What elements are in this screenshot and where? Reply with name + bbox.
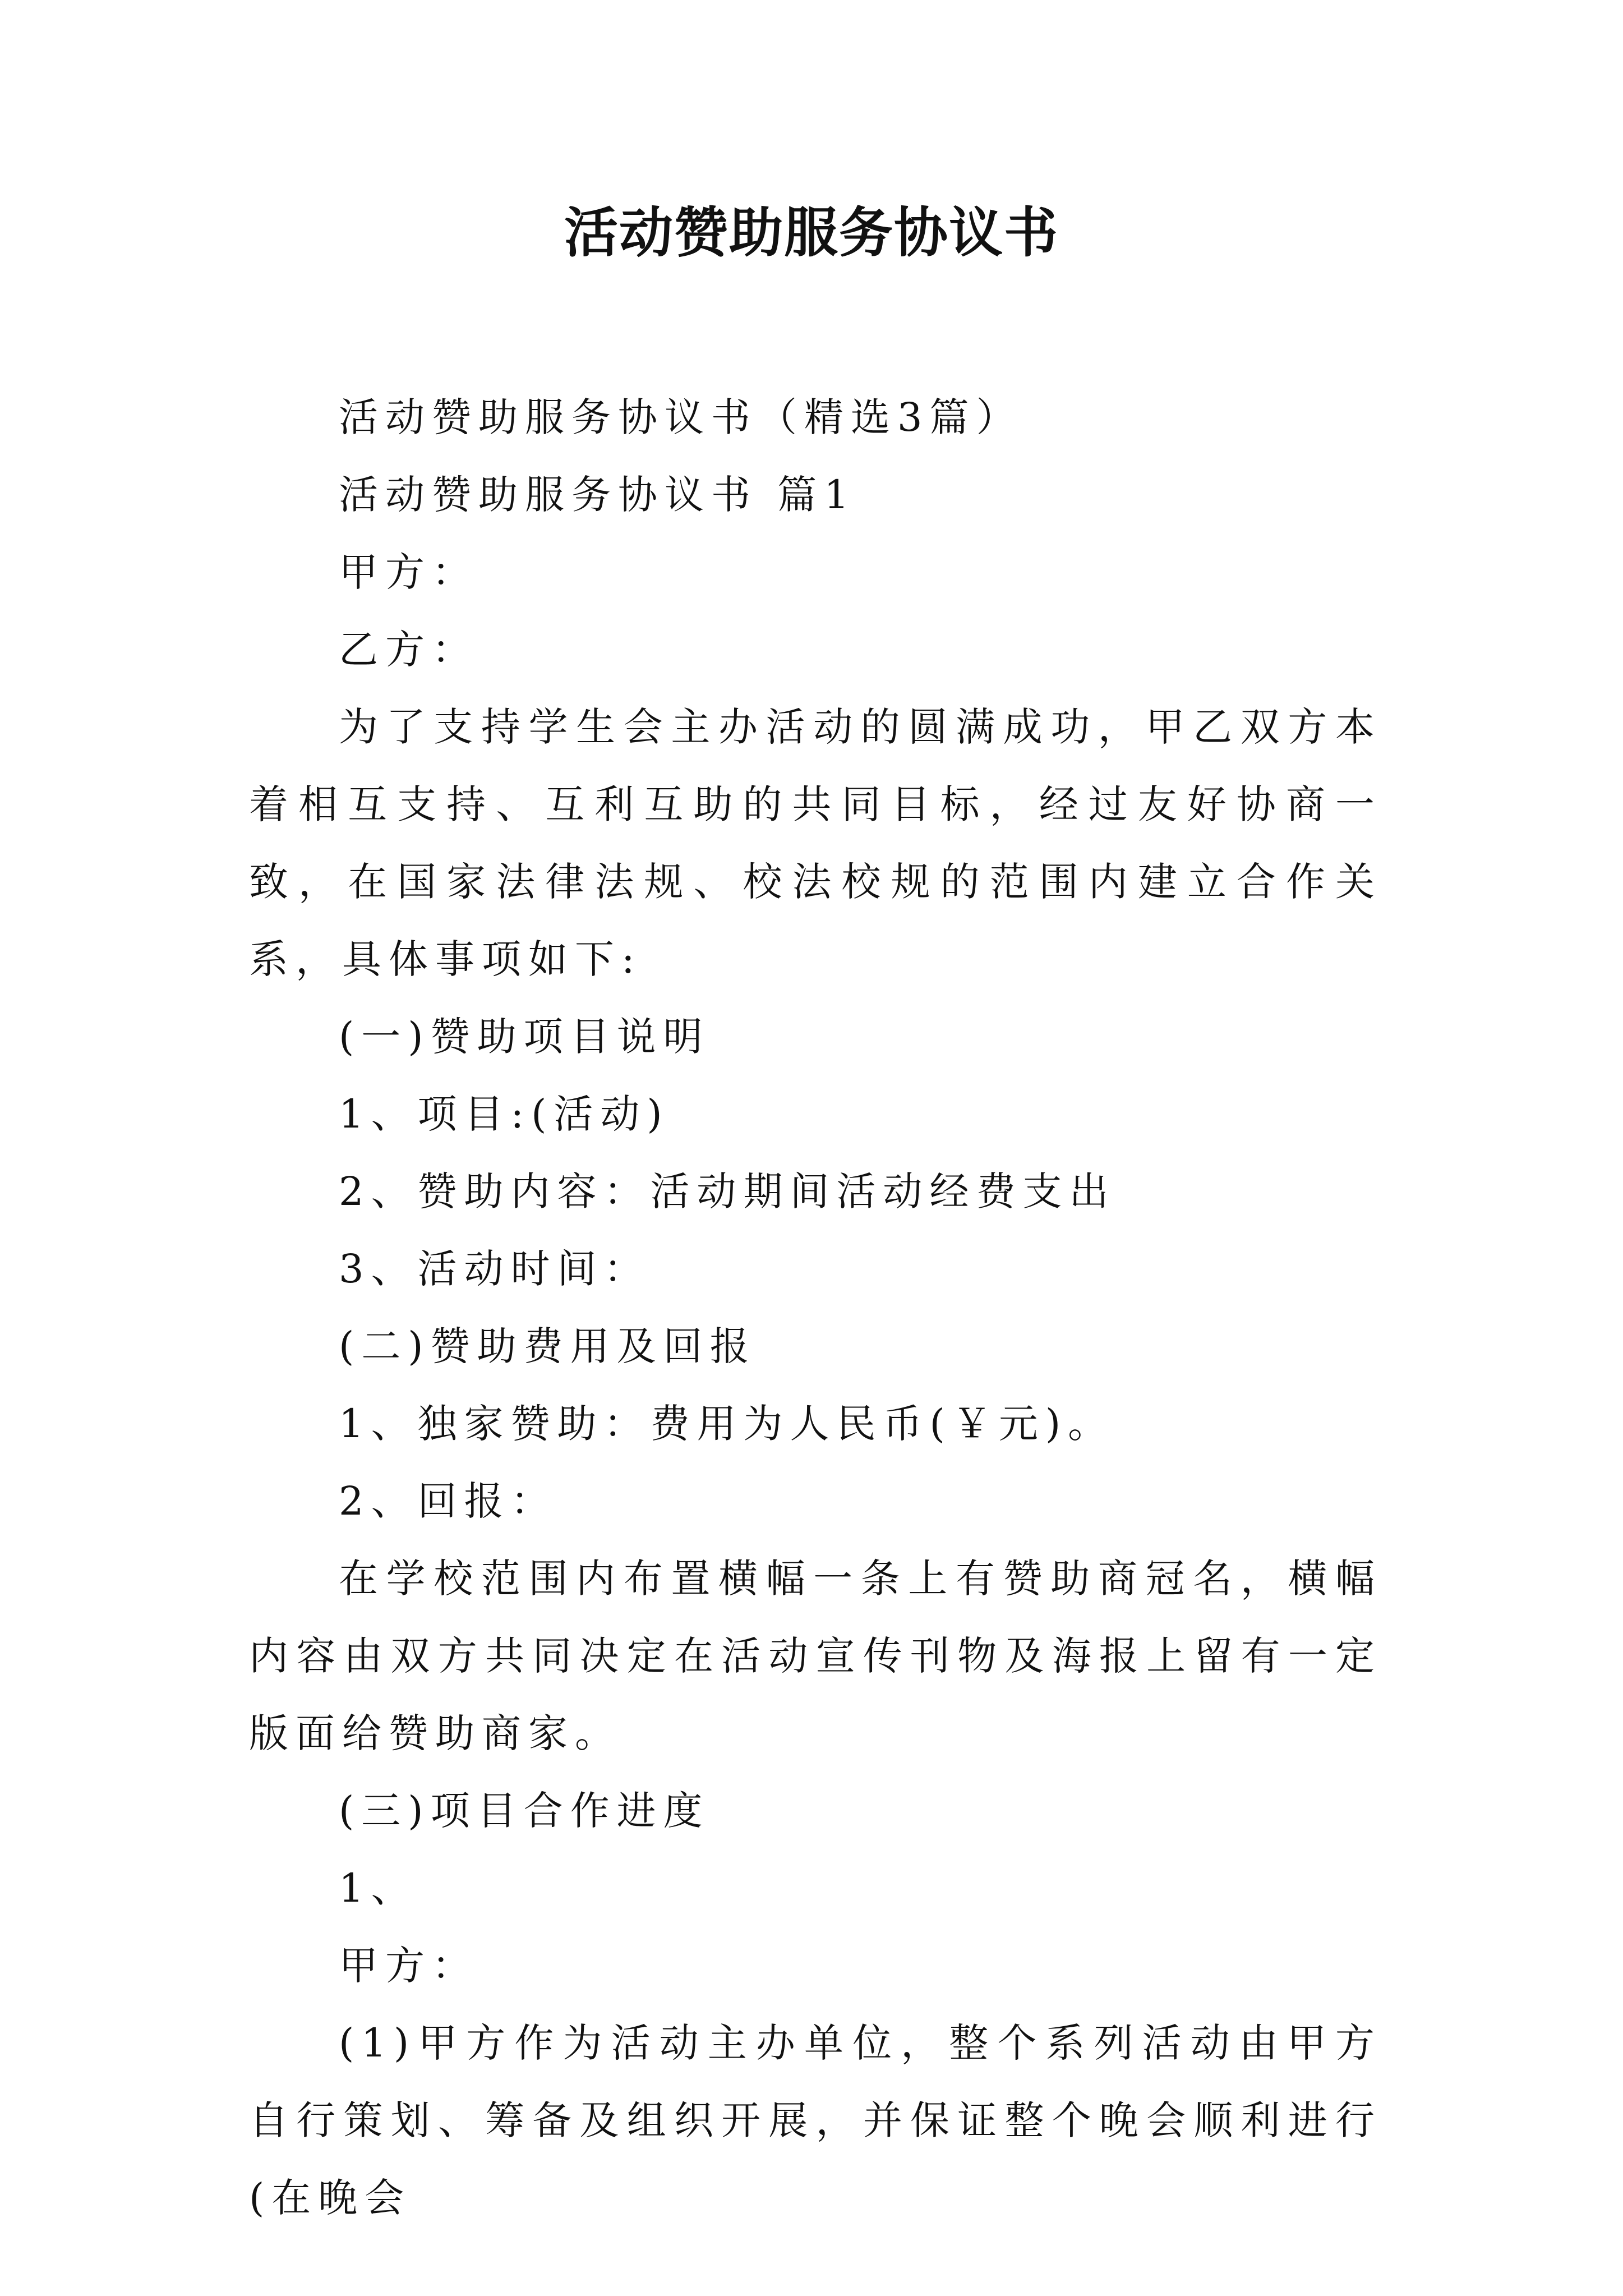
clause-item: 2、赞助内容：活动期间活动经费支出 [339,1168,1116,1214]
party-a-duty-paragraph: (1)甲方作为活动主办单位，整个系列活动由甲方自行策划、筹备及组织开展，并保证整个晚会顺利进行(在晚会 [249,2020,1382,2221]
clause-heading-3: (三)项目合作进度 [339,1788,710,1834]
clause-item: 1、项目:(活动) [339,1091,670,1137]
clause-item: 1、独家赞助：费用为人民币(￥元)。 [339,1401,1115,1447]
party-b-label: 乙方： [339,627,478,673]
intro-paragraph: 为了支持学生会主办活动的圆满成功，甲乙双方本着相互支持、互利互助的共同目标，经过友好协商一致，在国家法律法规、校法校规的范围内建立合作关系，具体事项如下: [249,704,1382,982]
party-a-label: 甲方： [339,549,478,595]
clause-item: 2、回报： [339,1478,557,1524]
return-paragraph: 在学校范围内布置横幅一条上有赞助商冠名，横幅内容由双方共同决定在活动宣传刊物及海报上留有一定版面给赞助商家。 [249,1556,1382,1756]
document-body [249,379,1382,2237]
clause-item: 3、活动时间： [339,1246,651,1292]
section-heading: 活动赞助服务协议书 篇1 [339,472,856,518]
clause-heading-1: (一)赞助项目说明 [339,1014,710,1060]
clause-item: 1、 [339,1865,418,1911]
subtitle-paragraph: 活动赞助服务协议书（精选3篇） [339,394,1023,440]
party-a-label: 甲方： [339,1943,478,1989]
clause-heading-2: (二)赞助费用及回报 [339,1323,757,1369]
document-title: 活动赞助服务协议书 [564,201,1059,264]
